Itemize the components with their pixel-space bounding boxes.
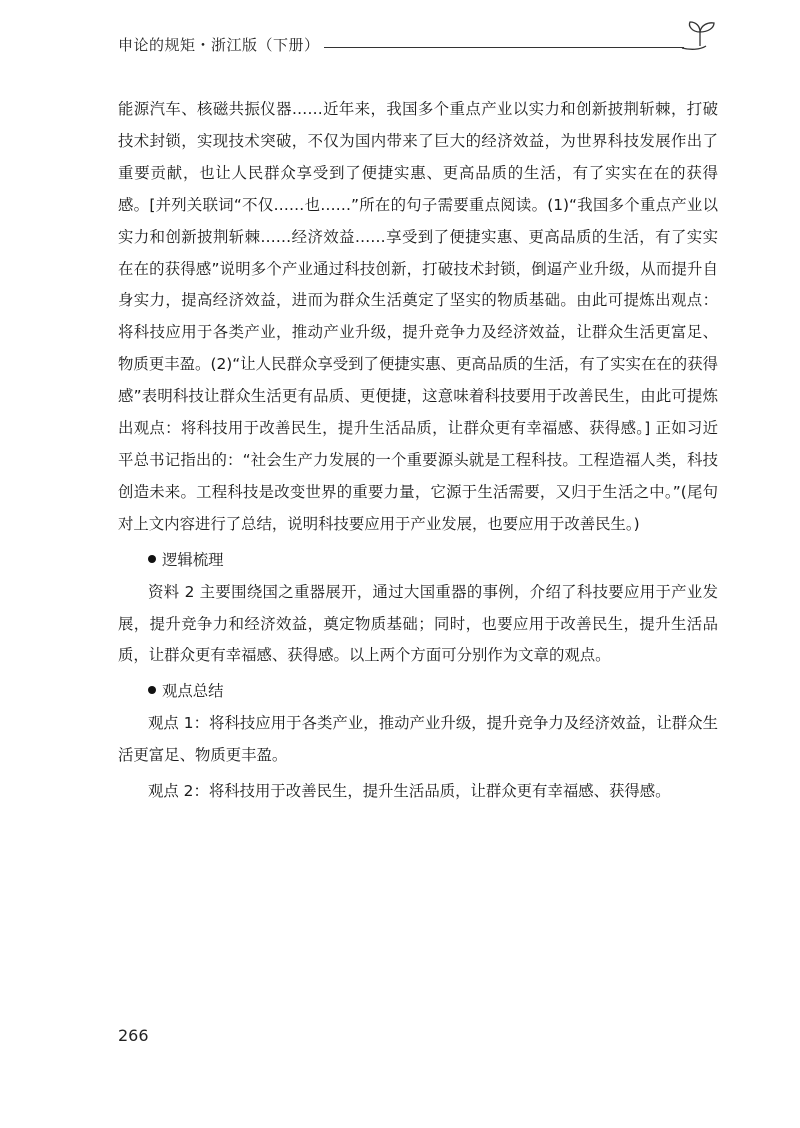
section-heading-logic <box>148 545 718 577</box>
point-2: 观点 2：将科技用于改善民生，提升生活品质，让群众更有幸福感、获得感。 <box>148 782 671 801</box>
bullet-dot-icon <box>148 555 156 563</box>
section-heading-summary-text: 观点总结 <box>162 682 224 701</box>
running-header <box>118 34 718 58</box>
body-paragraph-logic: 资料 2 主要围绕国之重器展开，通过大国重器的事例，介绍了科技要应用于产业发展，提升竞争力和经济效益，奠定物质基础；同时，也要应用于改善民生，提升生活品质，让群众更有幸福感、获得感。以上两个方面可分别作为文章的观点。 <box>118 582 718 665</box>
header-rule <box>324 47 684 48</box>
sprout-icon <box>678 20 718 54</box>
body-paragraph-1: 能源汽车、核磁共振仪器……近年来，我国多个重点产业以实力和创新披荆斩棘，打破技术封锁，实现技术突破，不仅为国内带来了巨大的经济效益，为世界科技发展作出了重要贡献，也让人民群众享受到了便捷实惠、更高品质的生活，有了实实在在的获得感。[并列关联词“不仅……也……”所在的句子需要重点阅读。(1)“我国多个重点产业以实力和创新披荆斩棘……经济效益……享受到了便捷实惠、更高品质的生活，有了实实在在的获得感”说明多个产业通过科技创新，打破技术封锁，倒逼产业升级，从而提升自身实力，提高经济效益，进而为群众生活奠定了坚实的物质基础。由此可提炼出观点：将科技应用于各类产业，推动产业升级，提升竞争力及经济效益，让群众生活更富足、物质更丰盈。(2)“让人民群众享受到了便捷实惠、更高品质的生活，有了实实在在的获得感”表明科技让群众生活更有品质、更便捷，这意味着科技要用于改善民生，由此可提炼出观点：将科技用于改善民生，提升生活品质，让群众更有幸福感、获得感。] 正如习近平总书记指出的：“社会生产力发展的一个重要源头就是工程科技。工程造福人类，科技创造未来。工程科技是改变世界的重要力量，它源于生活需要，又归于生活之中。”(尾句对上文内容进行了总结，说明科技要应用于产业发展，也要应用于改善民生。) <box>118 100 718 533</box>
section-heading-summary <box>148 676 718 708</box>
section-heading-logic-text: 逻辑梳理 <box>162 550 224 569</box>
page-number: 266 <box>118 1026 149 1045</box>
point-1: 观点 1：将科技应用于各类产业，推动产业升级，提升竞争力及经济效益，让群众生活更富足、物质更丰盈。 <box>118 714 718 765</box>
bullet-dot-icon <box>148 686 156 694</box>
page-body <box>118 94 718 808</box>
book-title: 申论的规矩・浙江版（下册） <box>118 36 320 54</box>
